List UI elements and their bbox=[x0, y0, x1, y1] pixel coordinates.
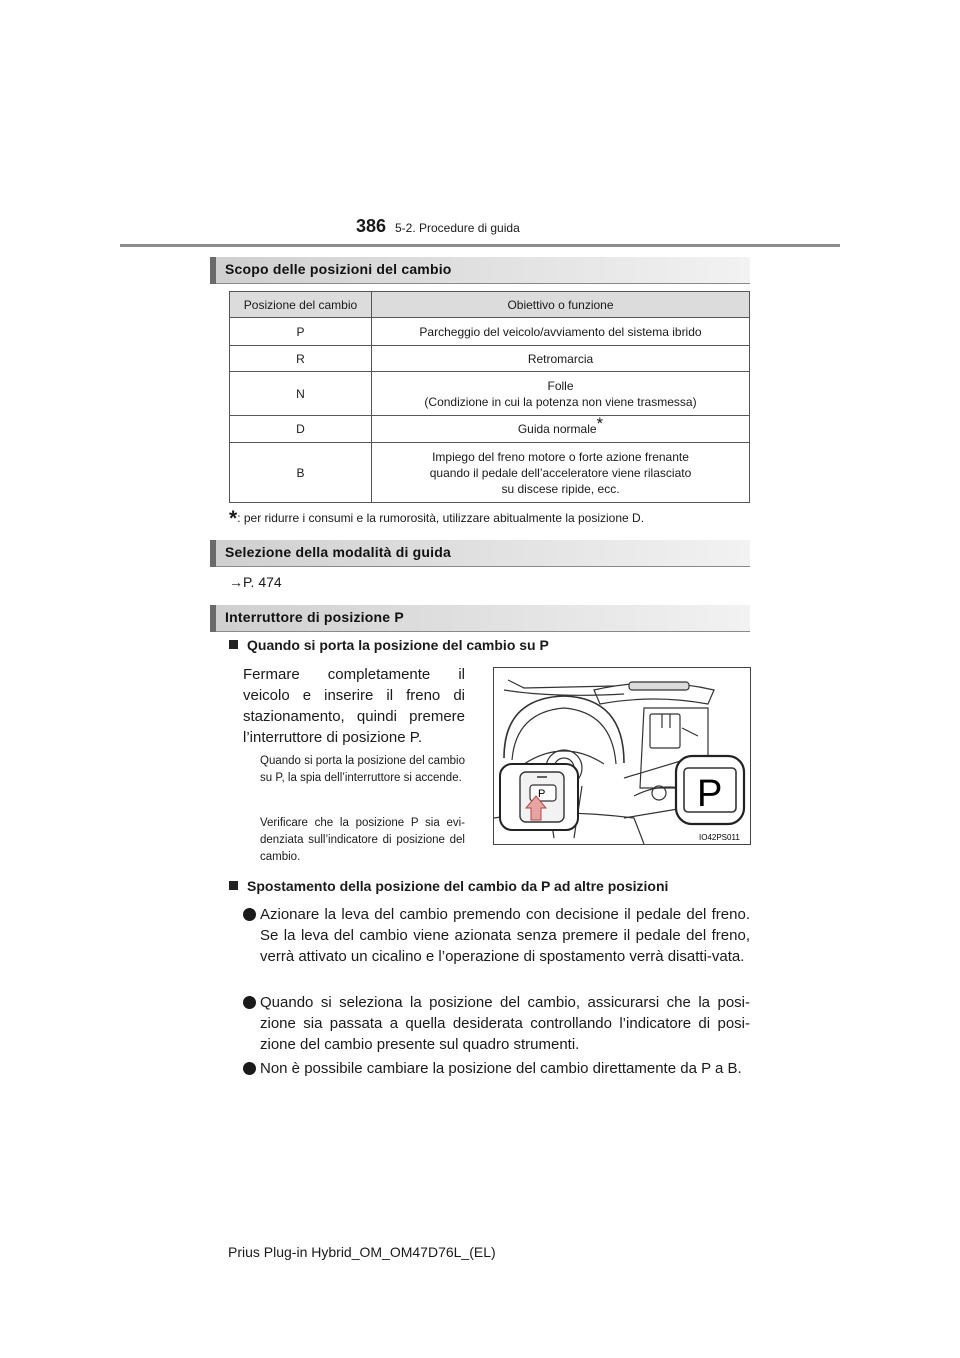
table-row bbox=[230, 372, 750, 416]
table-cell-position: N bbox=[230, 372, 372, 416]
section-breadcrumb: 5-2. Procedure di guida bbox=[395, 221, 520, 235]
park-instruction: Fermare completamente il veicolo e inserire il freno di stazionamento, quindi premere l’interruttore di posizione P. bbox=[243, 666, 465, 746]
page-reference-link[interactable] bbox=[229, 574, 282, 590]
function-line: Retromarcia bbox=[527, 351, 594, 366]
dashboard-illustration bbox=[493, 667, 751, 845]
table-cell-position: B bbox=[230, 443, 372, 503]
table-row bbox=[230, 346, 750, 372]
p-callout-label: P bbox=[697, 773, 723, 815]
document-footer: Prius Plug-in Hybrid_OM_OM47D76L_(EL) bbox=[228, 1244, 496, 1260]
section-heading-scopo-text: Scopo delle posizioni del cambio bbox=[225, 261, 452, 277]
p-switch-label: P bbox=[538, 788, 546, 800]
arrow-right-icon: → bbox=[229, 574, 243, 590]
page-reference-text: P. 474 bbox=[243, 574, 282, 590]
page-number: 386 bbox=[356, 216, 387, 236]
header-rule bbox=[120, 244, 840, 247]
footnote-star: * bbox=[229, 507, 238, 530]
subheading-park-text: Quando si porta la posizione del cambio su P bbox=[247, 637, 549, 653]
square-bullet-icon bbox=[229, 881, 238, 890]
park-note-indicator: Quando si porta la posizione del cambio su P, la spia dell’interruttore si accende. bbox=[260, 755, 465, 784]
bullet-dot-icon bbox=[243, 1062, 256, 1075]
list-item-text: Quando si seleziona la posizione del cambio, assicurarsi che la posi-zione sia passata a quella desiderata controllando l’indicatore di posi-zione del cambio presente sul quadro strumenti. bbox=[260, 994, 750, 1053]
table-header-position: Posizione del cambio bbox=[230, 292, 372, 318]
table-cell-position: P bbox=[230, 318, 372, 346]
list-item bbox=[243, 992, 750, 1055]
table-cell-position: R bbox=[230, 346, 372, 372]
section-heading-scopo bbox=[210, 257, 750, 284]
shift-position-table bbox=[229, 291, 750, 503]
table-cell-function bbox=[372, 443, 750, 503]
park-note-verify: Verificare che la posizione P sia evi-denziata sull’indicatore di posizione del cambio. bbox=[260, 817, 465, 863]
subheading-shift-text: Spostamento della posizione del cambio da P ad altre posizioni bbox=[247, 878, 669, 894]
bullet-dot-icon bbox=[243, 908, 256, 921]
section-heading-selezione-text: Selezione della modalità di guida bbox=[225, 544, 451, 560]
subheading-shift bbox=[229, 878, 668, 894]
function-line: (Condizione in cui la potenza non viene trasmessa) bbox=[424, 394, 697, 409]
table-cell-function bbox=[372, 416, 750, 443]
table-row bbox=[230, 416, 750, 443]
function-line: quando il pedale dell’acceleratore viene rilasciato bbox=[429, 465, 692, 480]
function-line: Folle bbox=[547, 378, 574, 393]
table-cell-position: D bbox=[230, 416, 372, 443]
footnote bbox=[229, 507, 644, 531]
footnote-marker: * bbox=[596, 414, 604, 433]
list-item-text: Azionare la leva del cambio premendo con decisione il pedale del freno. Se la leva del cambio viene azionata senza premere il pedale del freno, verrà attivato un cicalino e l’operazione di spostamento verrà disatti-vata. bbox=[260, 906, 750, 965]
table-cell-function bbox=[372, 346, 750, 372]
function-line: su discese ripide, ecc. bbox=[501, 481, 620, 496]
section-heading-selezione bbox=[210, 540, 750, 567]
function-line: Impiego del freno motore o forte azione frenante bbox=[432, 449, 689, 464]
function-line: Guida normale bbox=[517, 422, 597, 436]
table-cell-function bbox=[372, 372, 750, 416]
bullet-dot-icon bbox=[243, 996, 256, 1009]
list-item-text: Non è possibile cambiare la posizione del cambio direttamente da P a B. bbox=[260, 1060, 742, 1077]
illustration-code: IO42PS011 bbox=[699, 833, 740, 842]
dashboard-drawing bbox=[494, 668, 750, 844]
section-heading-interruttore-text: Interruttore di posizione P bbox=[225, 609, 404, 625]
table-header-row bbox=[230, 292, 750, 318]
subheading-park bbox=[229, 637, 549, 653]
section-heading-interruttore bbox=[210, 605, 750, 632]
list-item bbox=[243, 1058, 750, 1079]
table-row bbox=[230, 443, 750, 503]
function-line: Parcheggio del veicolo/avviamento del sistema ibrido bbox=[419, 324, 702, 339]
table-row bbox=[230, 318, 750, 346]
table-cell-function bbox=[372, 318, 750, 346]
table-header-function: Obiettivo o funzione bbox=[372, 292, 750, 318]
square-bullet-icon bbox=[229, 640, 238, 649]
footnote-text: : per ridurre i consumi e la rumorosità, utilizzare abitualmente la posizione D. bbox=[237, 511, 645, 525]
list-item bbox=[243, 904, 750, 967]
